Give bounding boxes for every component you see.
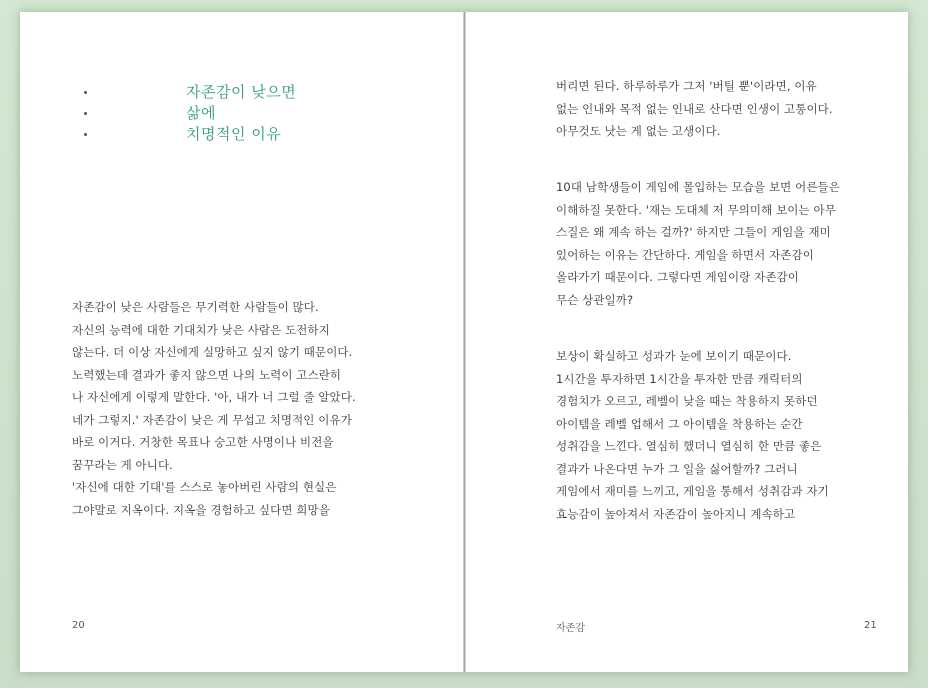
text-line: 10대 남학생들이 게임에 몰입하는 모습을 보면 어른들은 xyxy=(556,180,840,194)
title-bullet-text: 삶에 xyxy=(186,104,216,122)
title-bullet-text: 치명적인 이유 xyxy=(186,125,282,143)
text-line: 있어하는 이유는 간단하다. 게임을 하면서 자존감이 xyxy=(556,247,814,262)
right-page xyxy=(466,12,908,672)
text-line: 자신의 능력에 대한 기대치가 낮은 사람은 도전하지 xyxy=(72,322,330,337)
text-line: 네가 그렇지.' 자존감이 낮은 게 무섭고 치명적인 이유가 xyxy=(72,412,352,427)
text-line: 없는 인내와 목적 없는 인내로 산다면 인생이 고통이다. xyxy=(556,101,833,116)
right-body-paragraph-1 xyxy=(556,75,833,143)
open-book xyxy=(20,12,908,672)
text-line: 올라가기 때문이다. 그렇다면 게임이랑 자존감이 xyxy=(556,270,799,284)
text-line: 버리면 된다. 하루하루가 그저 '버틸 뿐'이라면, 이유 xyxy=(556,79,817,93)
text-line: 노력했는데 결과가 좋지 않으면 나의 노력이 고스란히 xyxy=(72,367,342,382)
text-line: 이해하질 못한다. '재는 도대체 저 무의미해 보이는 아무 xyxy=(556,202,836,217)
text-line: 경험치가 오르고, 레벨이 낮을 때는 착용하지 못하던 xyxy=(556,394,818,408)
left-body-paragraph xyxy=(72,296,356,521)
bullet-dot-icon xyxy=(84,112,87,115)
page-number-left: 20 xyxy=(72,620,85,631)
text-line: 아이템을 레벨 업해서 그 아이템을 착용하는 순간 xyxy=(556,416,803,431)
right-body-paragraph-2 xyxy=(556,176,840,311)
bullet-dot-icon xyxy=(84,91,87,94)
text-line: 아무것도 낫는 게 없는 고생이다. xyxy=(556,124,721,138)
title-bullet-text: 자존감이 낮으면 xyxy=(186,83,297,101)
text-line: 자존감이 낮은 사람들은 무기력한 사람들이 많다. xyxy=(72,300,319,314)
text-line: 스질은 왜 계속 하는 걸까?' 하지만 그들이 게임을 재미 xyxy=(556,225,831,239)
text-line: 1시간을 투자하면 1시간을 투자한 만큼 캐릭터의 xyxy=(556,371,803,386)
text-line: 결과가 나온다면 누가 그 일을 싫어할까? 그러니 xyxy=(556,461,798,476)
page-number-right: 21 xyxy=(864,620,877,631)
text-line: 효능감이 높아져서 자존감이 높아지니 계속하고 xyxy=(556,506,796,521)
text-line: '자신에 대한 기대'를 스스로 놓아버린 사람의 현실은 xyxy=(72,480,337,494)
text-line: 않는다. 더 이상 자신에게 실망하고 싶지 않기 때문이다. xyxy=(72,345,353,359)
text-line: 게임에서 재미를 느끼고, 게임을 통해서 성취감과 자기 xyxy=(556,484,829,498)
right-body-paragraph-3 xyxy=(556,345,829,525)
bullet-dot-icon xyxy=(84,133,87,136)
left-page xyxy=(20,12,463,672)
text-line: 나 자신에게 이렇게 말한다. '아, 내가 너 그럴 줄 알았다. xyxy=(72,390,356,404)
text-line: 꿈꾸라는 게 아니다. xyxy=(72,457,173,472)
text-line: 바로 이거다. 거창한 목표나 숭고한 사명이나 비전을 xyxy=(72,435,334,449)
text-line: 그야말로 지옥이다. 지옥을 경험하고 싶다면 희망을 xyxy=(72,502,330,517)
text-line: 무슨 상관일까? xyxy=(556,292,634,307)
text-line: 성취감을 느낀다. 열심히 했더니 열심히 한 만큼 좋은 xyxy=(556,439,822,453)
running-head: 자존감 xyxy=(556,623,585,634)
text-line: 보상이 확실하고 성과가 눈에 보이기 때문이다. xyxy=(556,349,792,363)
